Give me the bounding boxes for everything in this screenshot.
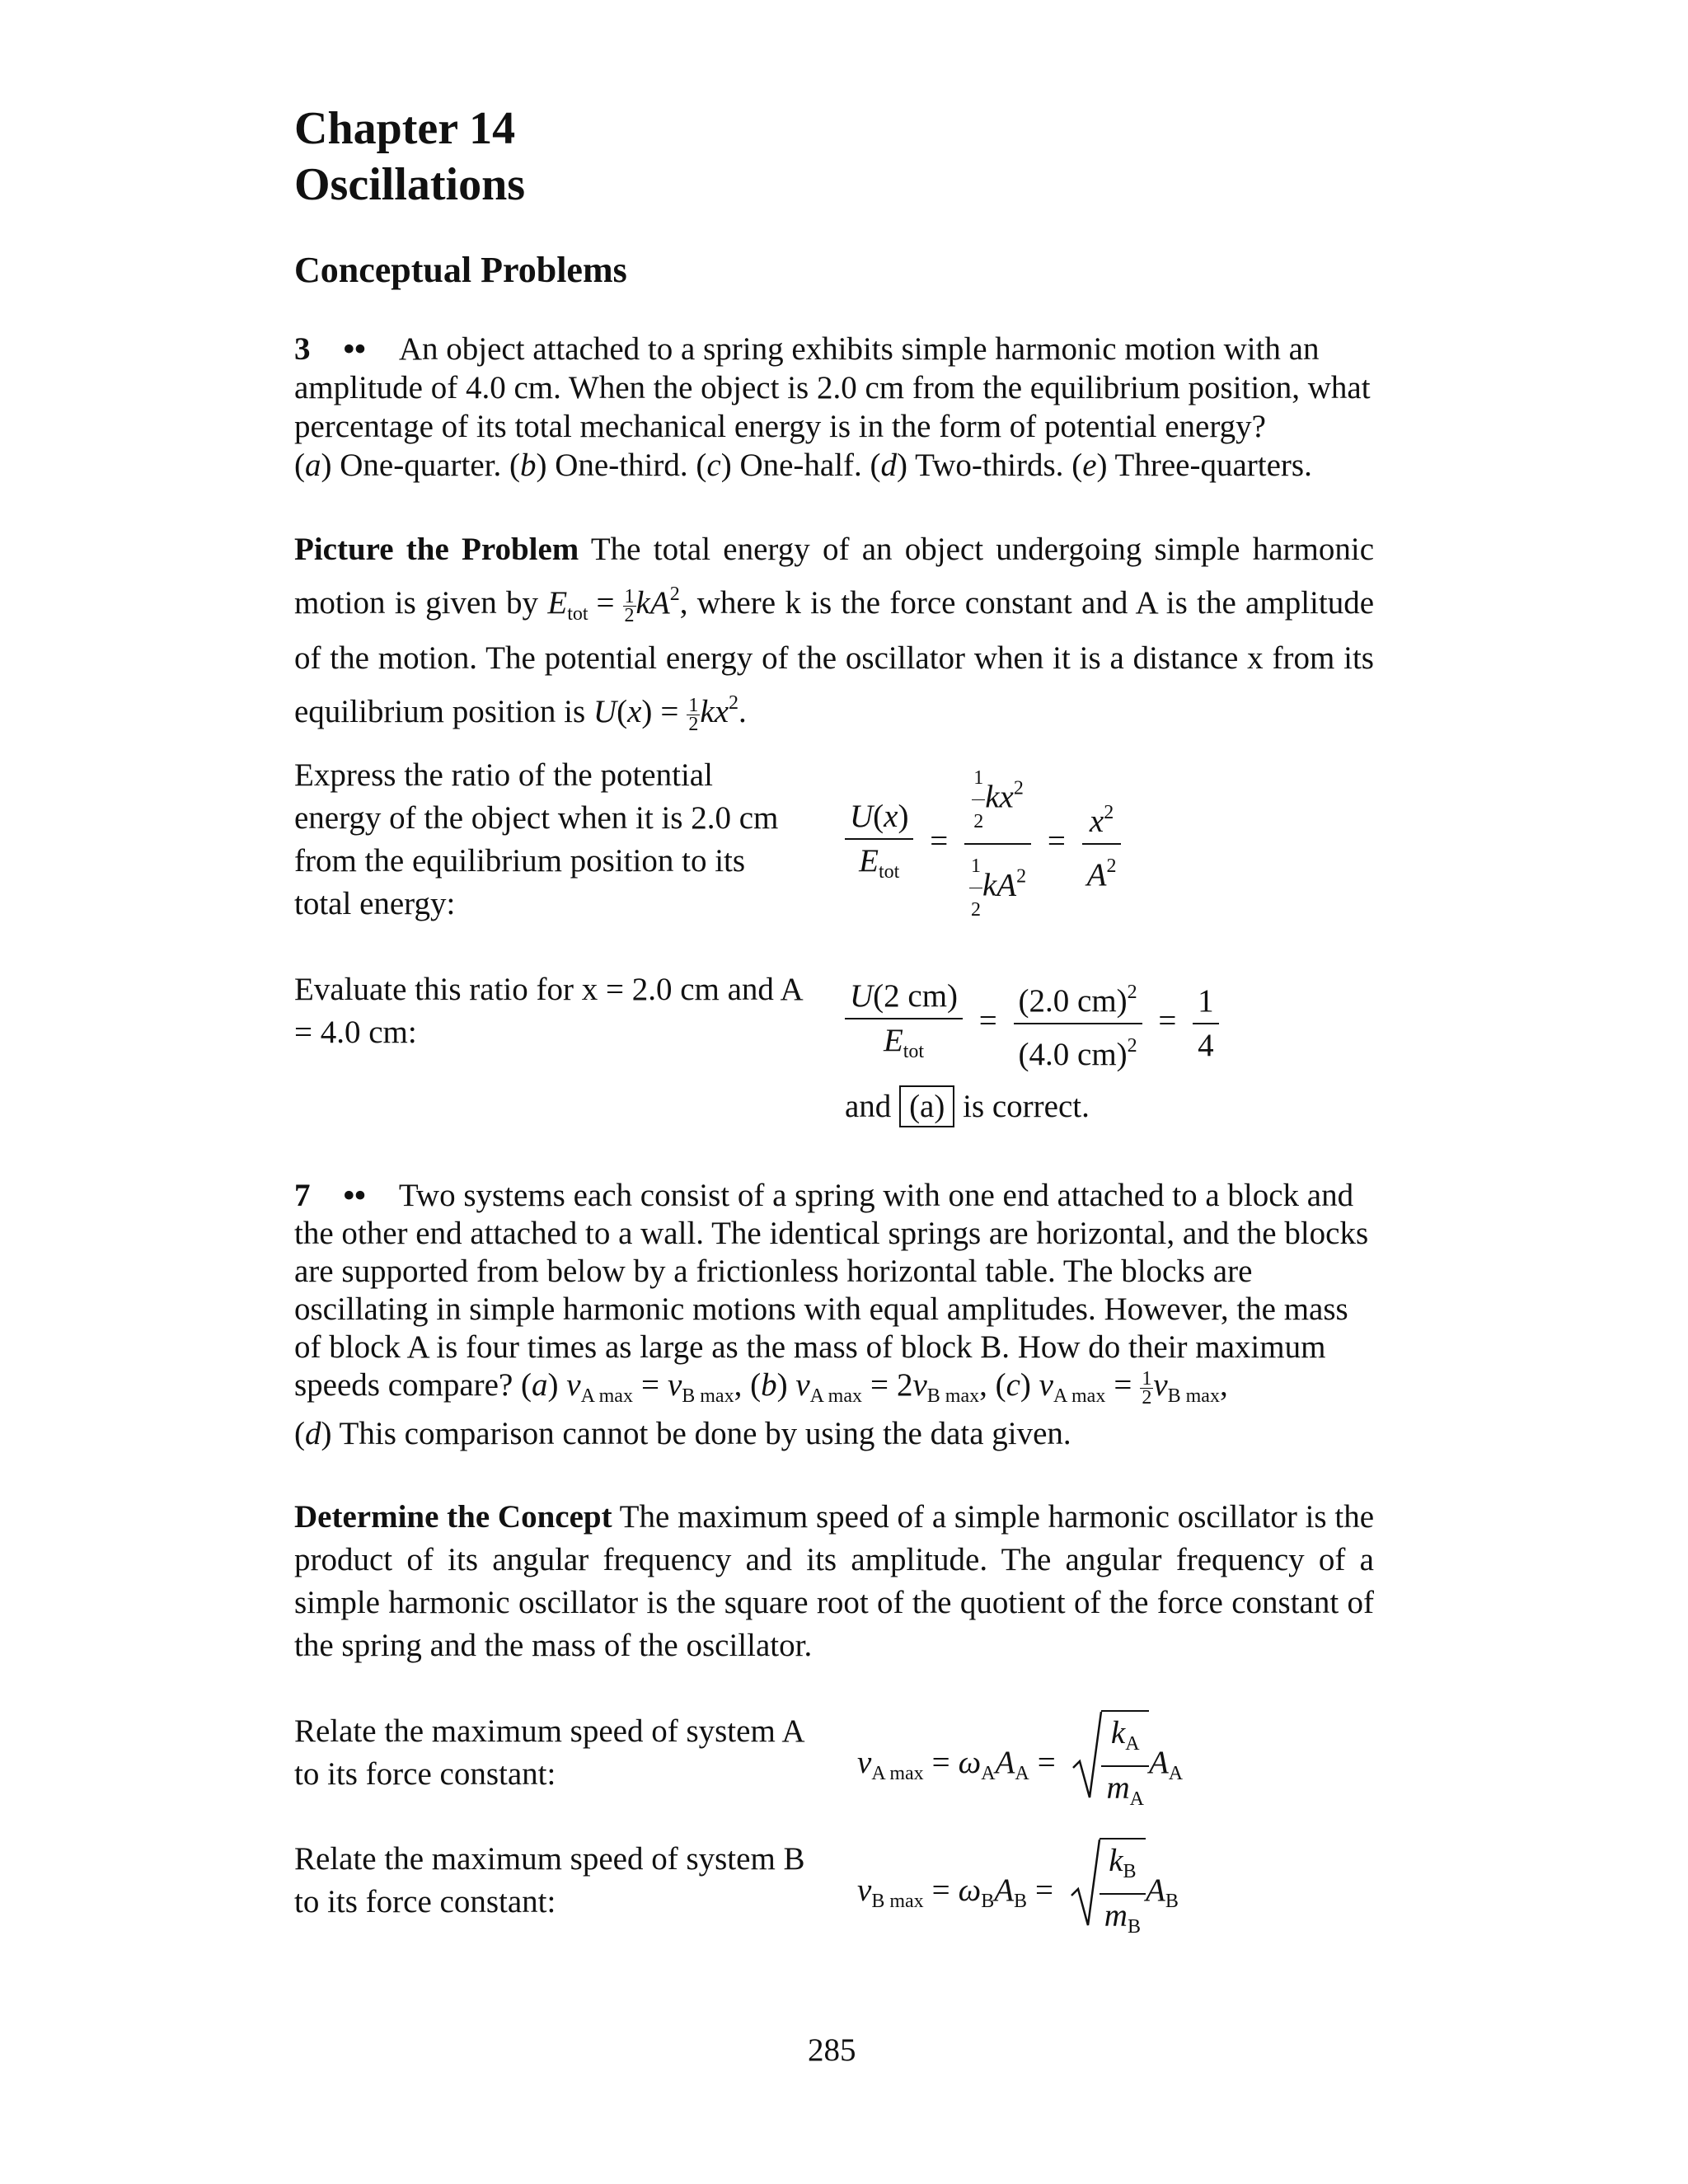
potential-energy-formula: U(x) = $\frac{1}{2}$ $kx^2$. [593,692,747,735]
picture-text-1: The total energy of an object undergoing simple harmonic motion is given by [294,532,1374,621]
problem-7-statement [294,1177,1374,1453]
choice-c: (c) One-half. [696,448,862,483]
problem-number: 3 [294,331,311,367]
picture-text-2: where k is the force constant and A is the amplitude of the motion. The potential energy of the oscillator when it is a distance x from its equilibrium position is [294,585,1375,729]
concept-heading: Determine the Concept [294,1499,612,1535]
step-2-label: Evaluate this ratio for x = 2.0 cm and A = 4.0 cm: [294,972,802,1050]
chapter-title: Oscillations [294,159,526,210]
choice-a: (a) $v_{A max} = v_{B max}$, [521,1367,743,1407]
picture-the-problem [294,527,1374,734]
ratio-evaluation: $\frac{U(2 cm)}{E_{tot}}$ = $\frac{(2.0 cm)^2}{(4.0 cm)^2}$ = $\frac{1}{4}$ [845,971,1219,1076]
choice-b: (b) One-third. [509,448,688,483]
step-1-label: Express the ratio of the potential energy of the object when it is 2.0 cm from the equilibrium position to its total energy: [294,757,779,921]
page-number: 285 [808,2032,856,2068]
choice-d: (d) Two-thirds. [870,448,1064,483]
problem-number: 7 [294,1178,311,1213]
answer-prefix: and [845,1089,892,1124]
sqrt-a: $\frac{k_A}{m_A}$ [1071,1710,1149,1821]
choice-a: (a) One-quarter. [294,448,502,483]
vmax-a-equation: $v_{A max} = \omega_AA_A$ = $\frac{k_A}{m_A}$ $A_A$ [857,1710,1183,1821]
sqrt-b: $\frac{k_B}{m_B}$ [1070,1838,1146,1948]
chapter-heading [294,101,525,213]
choice-c: (c) $v_{A max}$ = $\frac{1}{2}$ $v_{B max}$, [995,1367,1228,1408]
difficulty-dots: •• [343,331,366,367]
answer-box: (a) [899,1085,954,1127]
determine-the-concept [294,1496,1374,1667]
problem-text: An object attached to a spring exhibits simple harmonic motion with an amplitude of 4.0 cm. When the object is 2.0 cm from the equilibrium position, what percentage of its total mechanical energy is in the form of potential energy? [294,331,1371,444]
problem-3-statement [294,330,1374,485]
problem-text: Two systems each consist of a spring with one end attached to a block and the other end attached to a wall. The identical springs are horizontal, and the blocks are supported from below by a frictionless horizontal table. The blocks are oscillating in simple harmonic motions with equal amplitudes. However, the mass of block A is four times as large as the mass of block B. How do their maximum speeds compare? [294,1178,1369,1403]
step-a-label: Relate the maximum speed of system A to its force constant: [294,1713,804,1792]
ratio-equation: $\frac{U(x)}{E_{tot}}$ = $\frac{1}{2}$ $kx^2$ $\frac{1}{2}$ $kA^2$ = $\frac{x^2}{A^2}$ [845,757,1121,931]
total-energy-formula: $E_{tot}$ = $\frac{1}{2}$ $kA^2$, [547,583,688,626]
vmax-b-equation: $v_{B max} = \omega_BA_B$ = $\frac{k_B}{m_B}$ $A_B$ [857,1838,1179,1948]
choice-d: (d) This comparison cannot be done by using the data given. [294,1416,1071,1451]
chapter-number: Chapter 14 [294,103,516,154]
picture-heading: Picture the Problem [294,532,579,567]
concept-text: The maximum speed of a simple harmonic oscillator is the product of its angular frequency and its amplitude. The angular frequency of a simple harmonic oscillator is the square root of the quotient of the force constant of the spring and the mass of the oscillator. [294,1499,1375,1663]
step-b-label: Relate the maximum speed of system B to its force constant: [294,1841,805,1919]
answer-suffix: is correct. [963,1089,1090,1124]
choice-b: (b) $v_{A max} = 2v_{B max}$, [750,1367,987,1407]
answer-line [845,1088,1090,1125]
difficulty-dots: •• [343,1178,366,1213]
choice-e: (e) Three-quarters. [1071,448,1312,483]
section-title: Conceptual Problems [294,250,627,290]
